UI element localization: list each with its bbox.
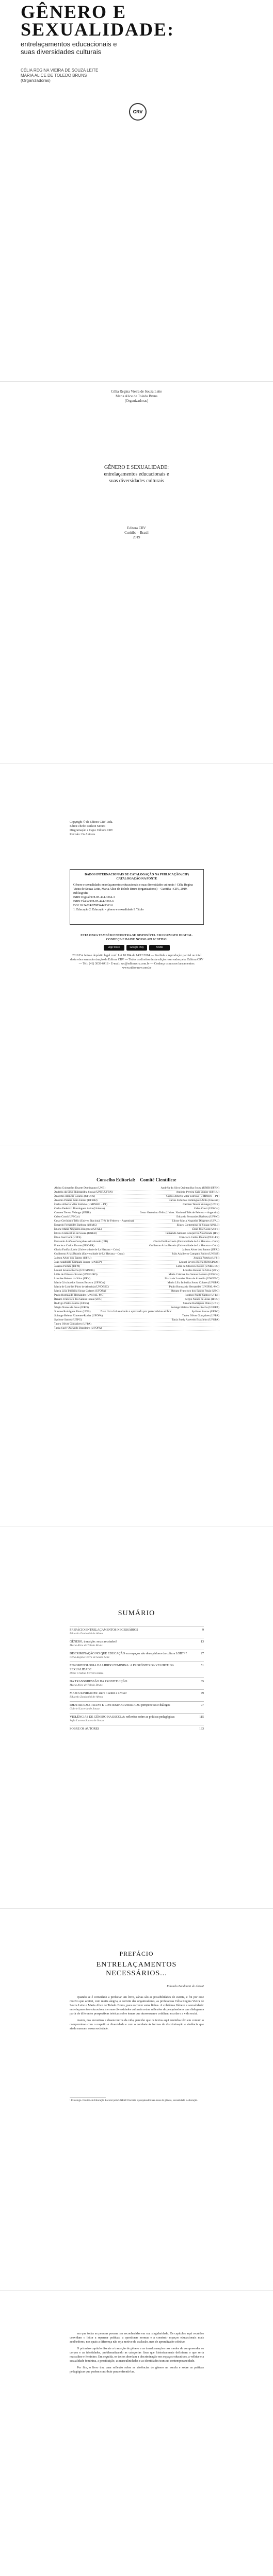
contents-entry[interactable]: [70, 1701, 204, 1713]
council-member-right: Carmen Tereza Velanga (UNIR): [183, 1203, 219, 1206]
contents-entry-page: 27: [201, 1652, 204, 1655]
council-title-left: Conselho Editorial:: [97, 1177, 136, 1182]
council-row: [54, 1240, 219, 1244]
contents-entry-author: Eduardo Zandonini de Abreu: [70, 1632, 103, 1635]
contents-entry-page: 79: [201, 1692, 204, 1695]
paragraph: em que todas as pessoas possam ser reconhecidas em sua singularidade. Os capítulos aqui reunidos convidam o leitor a repensar práticas, a questionar normas e a construir espaços educacionais mais acolhedores, nos quais a diferença não seja motivo de exclusão, mas de aprendizado coletivo.: [70, 2332, 204, 2344]
council-row: [54, 1314, 219, 1318]
council-member-left: Tadeu Oliver Gonçalves (UFPA): [54, 1323, 91, 1326]
contents-entry-author: Célia Regina Vieira de Souza Leite: [70, 1656, 110, 1659]
title-names: [0, 389, 273, 403]
contents-entry-title: GÊNERO, transição: sexos recriados?: [70, 1640, 117, 1643]
council-member-left: Josania Portela (UFPI): [54, 1265, 81, 1268]
council-row: [54, 1294, 219, 1298]
council-member-right: Elione Maria Nogueira Diogenes (UFAL): [172, 1219, 219, 1223]
contents-entry[interactable]: [70, 1626, 204, 1638]
council-row: [54, 1187, 219, 1191]
council-member-left: Eduardo Fernandes Barbosa (UFMG): [54, 1224, 97, 1227]
title-imprint: [0, 526, 273, 540]
council-member-right: Sérgio Nunes de Jesus (IFRO): [185, 1298, 219, 1301]
contents-entry-title: VIOLÊNCIAS DE GÊNERO NA ESCOLA: reflexões sobre as práticas pedagógicas: [70, 1716, 175, 1719]
contents-entry[interactable]: [70, 1689, 204, 1701]
kindle-badge[interactable]: Kindle: [149, 945, 170, 951]
title-page: [0, 382, 273, 764]
council-member-left: Antônio Pereira Gaio Júnior (UFRRJ): [54, 1199, 98, 1202]
organizer-2: MARIA ALICE DE TOLEDO BRUNS: [21, 73, 87, 78]
council-member-left: Gloria Fariñas León (Universidade de La Havana – Cuba): [54, 1248, 120, 1251]
contents-entry[interactable]: [70, 1677, 204, 1689]
council-row: [54, 1323, 219, 1327]
contents-entry-title: MASCULINIDADES: entre o sentir e o viver: [70, 1692, 127, 1695]
council-member-right: Josania Portela (UFPI): [193, 1257, 219, 1260]
text-page-1: [0, 2291, 273, 2576]
council-member-left: Maria Cristina dos Santos Bezerra (UFSCar): [54, 1281, 105, 1284]
council-member-right: Lourdes Helena da Silva (UFV): [183, 1269, 219, 1272]
title-name-1: Célia Regina Vieira de Souza Leite: [111, 389, 162, 394]
council-member-right: Carlos Federico Domínguez Avila (Unieuro): [169, 1199, 219, 1202]
cip-heading: DADOS INTERNACIONAIS DE CATALOGAÇÃO NA PUBLICAÇÃO (CIP) CATALOGAÇÃO NA FONTE: [85, 873, 189, 880]
title-block: [0, 464, 273, 484]
council-row: [54, 1195, 219, 1199]
council-member-right: Elizeu Clementino de Souza (UNEB): [176, 1224, 219, 1227]
council-member-right: Simone Rodrigues Pinto (UNB): [183, 1302, 219, 1305]
council-member-left: Fernando Antônio Gonçalves Alcoforado (IPB): [54, 1240, 108, 1243]
council-member-right: Maria de Lourdes Pinto de Almeida (UNOESC): [165, 1277, 219, 1280]
council-member-left: Carmen Tereza Velanga (UNIR): [54, 1211, 91, 1214]
cip-line: Bibliografia: [73, 892, 88, 895]
council-member-left: Lídia de Oliveira Xavier (UNIEURO): [54, 1273, 98, 1276]
council-row: [54, 1261, 219, 1265]
contents-list: [70, 1626, 204, 1733]
title-name-2: Maria Alice de Toledo Bruns: [115, 394, 158, 398]
cover-title-line1: GÊNERO E: [21, 2, 127, 22]
imprint-publisher: Editora CRV: [127, 526, 146, 530]
page-text: [70, 2332, 204, 2374]
council-member-left: Sérgio Nunes de Jesus (IFRO): [54, 1306, 89, 1309]
contents-title: SUMÁRIO: [118, 1609, 155, 1617]
cip-line: 1. Educação 2. Educação - gênero e sexualidade I. Título: [73, 908, 144, 911]
paragraph: Assim, nos encontros e desencontros da vida, percebo que os textos aqui reunidos têm em comum o compromisso com o respeito à diversidade e com o combate às formas de discriminação e violência que ainda marcam nossa sociedade.: [70, 2019, 204, 2030]
contents-entry-author: Eduardo Zandonini de Abreu: [70, 1696, 103, 1699]
council-member-left: Simone Rodrigues Pinto (UNB): [54, 1310, 91, 1313]
council-row: [54, 1273, 219, 1277]
council-member-left: Maria de Lourdes Pinto de Almeida (UNOESC): [54, 1285, 109, 1289]
digital-notice: ESTA OBRA TAMBÉM ENCONTRA-SE DISPONÍVEL EM FORMATO DIGITAL.: [81, 934, 193, 937]
editor-line: Editor-chefe: Railson Moura: [70, 825, 105, 828]
contents-entry-title: PREFÁCIO ENTRELAÇAMENTOS NECESSÁRIOS: [70, 1629, 138, 1632]
council-member-left: Celso Conti (UFSCar): [54, 1215, 80, 1218]
preface-heading-2: NECESSÁRIOS...: [106, 1970, 167, 1977]
contents-entry-head: [70, 1664, 204, 1672]
contents-entry-author: Gabriel Lacerda de Souza: [70, 1707, 100, 1710]
copyright-line: Copyright © da Editora CRV Ltda.: [70, 821, 113, 824]
council-member-right: Tania Suely Azevedo Brasileiro (UFOPA): [171, 1318, 219, 1321]
council-title-right: Comitê Científico:: [140, 1177, 176, 1182]
council-member-right: Cesar Gerónimo Tello (Univer. Nacional Três de Febrero – Argentina): [139, 1211, 219, 1214]
council-member-right: Maria Cristina dos Santos Bezerra (UFSCar): [168, 1273, 219, 1276]
council-member-right: Guillermo Arias Beatón (Universidade de La Havana – Cuba): [149, 1244, 219, 1247]
contents-entry-title: IDENTIDADES TRANS E CONTEMPORANEIDADE: perspectivas e diálogos: [70, 1704, 170, 1707]
council-member-right: Carlos Alberto Vilar Estêvão (UMINHO – PT): [166, 1195, 219, 1198]
council-row: [54, 1219, 219, 1224]
app-notice: CONHEÇA E BAIXE NOSSO APLICATIVO!: [106, 938, 168, 941]
contents-entry[interactable]: [70, 1662, 204, 1677]
council-row: [54, 1298, 219, 1302]
council-row: [54, 1252, 219, 1257]
title-names-role: (Organizadoras): [124, 399, 149, 403]
council-member-left: Sydione Santos (UEPG): [54, 1318, 82, 1321]
council-row: [54, 1277, 219, 1281]
catalog-footer: [70, 934, 204, 970]
cover-page: [0, 0, 273, 382]
contents-entry-author: Maria Alice de Toledo Bruns: [70, 1644, 103, 1647]
organizer-1: CÉLIA REGINA VIEIRA DE SOUZA LEITE: [21, 68, 99, 73]
council-member-right: Francisco Carlos Duarte (PUC-PR): [179, 1236, 219, 1239]
cover-subtitle-line1: entrelaçamentos educacionais e: [21, 40, 117, 48]
legal-address: 2019 Foi feito o depósito legal conf. Lei 10.994 de 14/12/2004 — Proibida a reprodução parcial ou total desta obra sem autorização da Editora CRV — Todos os direitos desta edição reservados pela: Editora CRV — Tel.: (41) 3039-6418 - E-mail: sac@editoracrv.com.br — Conheça os nossos lançamentos: www.editoracrv.com.br: [70, 954, 203, 970]
council-row: [54, 1228, 219, 1232]
council-row: [54, 1215, 219, 1219]
council-member-right: Andréia da Silva Quintanilha Sousa (UNIR/UFRN): [160, 1187, 219, 1190]
preface-kicker: PREFÁCIO: [119, 1950, 154, 1957]
council-row: [54, 1290, 219, 1294]
council-row: [54, 1306, 219, 1310]
contents-entry-page: 133: [199, 1727, 204, 1731]
council-member-right: Eduardo Fernandes Barbosa (UFMG): [176, 1215, 219, 1218]
council-member-right: Lídia de Oliveira Xavier (UNIEURO): [176, 1265, 219, 1268]
catalog-credits: [70, 820, 204, 837]
council-row: [54, 1281, 219, 1285]
cover-organizers: [21, 68, 98, 83]
council-member-right: Paulo Romualdo Hernandes (UNIFAL-MG): [169, 1285, 219, 1289]
council-member-right: Leonel Severo Rocha (UNISINOS): [179, 1261, 219, 1264]
contents-entry-page: 65: [201, 1680, 204, 1683]
contents-entry-head: [70, 1727, 204, 1731]
council-member-left: Maria Lília Imbiriba Sousa Colares (UFOPA): [54, 1290, 106, 1293]
council-member-right: Solange Helena Ximenes-Rocha (UFOPA): [170, 1306, 219, 1309]
contents-entry-head: [70, 1715, 204, 1719]
council-member-left: Elizeu Clementino de Souza (UNEB): [54, 1232, 97, 1235]
council-member-left: Paulo Romualdo Hernandes (UNIFAL-MG): [54, 1294, 105, 1297]
contents-entry-title: DISCRIMINAÇÃO NO QUE EDUCAÇÃO em espaços não denegridores da cultura LGBT+?: [70, 1652, 187, 1655]
council-row: [54, 1244, 219, 1248]
preface-heading-1: ENTRELAÇAMENTOS: [96, 1961, 177, 1969]
council-member-right: Renato Francisco dos Santos Paula (UFG): [171, 1290, 219, 1293]
council-row: [54, 1248, 219, 1252]
council-row: [54, 1203, 219, 1207]
contents-entry[interactable]: [70, 1638, 204, 1650]
cip-line: DOI 10.24824/978854443363.6: [73, 904, 113, 907]
inner-subtitle-2: suas diversidades culturais: [109, 478, 164, 484]
preface-author: Eduardo Zandonini de Abreu¹: [167, 1985, 204, 1988]
inner-subtitle-1: entrelaçamentos educacionais e: [104, 471, 169, 477]
contents-entry-title: SOBRE OS AUTORES: [70, 1727, 100, 1731]
publisher-logo: CRV: [129, 103, 147, 121]
review-line: Revisão: Os Autores: [70, 833, 95, 836]
council-row: [54, 1285, 219, 1290]
layout-line: Diagramação e Capa: Editora CRV: [70, 829, 114, 832]
catalog-page: [0, 764, 273, 1145]
inner-title: GÊNERO E SEXUALIDADE:: [104, 465, 169, 470]
cip-line: ISBN Físico 978-85-444-3363-6: [73, 900, 114, 903]
council-member-left: Leonel Severo Rocha (UNISINOS): [54, 1269, 95, 1272]
council-member-right: Celso Conti (UFSCar): [194, 1207, 219, 1210]
council-member-left: Guillermo Arias Beatón (Universidade de La Havana – Cuba): [54, 1252, 124, 1256]
council-row: [54, 1232, 219, 1236]
council-member-left: Jailson Alves dos Santos (UFRJ): [54, 1257, 92, 1260]
council-title: [0, 1177, 273, 1182]
contents-entry-page: 9: [202, 1629, 204, 1632]
contents-entry-author: Sofia Lucena Soares de Souza: [70, 1719, 104, 1722]
council-note: Este livro foi avaliado e aprovado por pareceristas ad hoc.: [100, 1310, 173, 1313]
cip-line: ISBN Digital 978-85-444-3364-3: [73, 896, 115, 899]
app-store-badge[interactable]: App Store: [104, 945, 124, 951]
council-row: [54, 1199, 219, 1203]
council-member-left: Carlos Alberto Vilar Estêvão (UMINHO – PT): [54, 1203, 107, 1206]
app-badges: [70, 945, 204, 951]
council-member-left: Solange Helena Ximenes-Rocha (UFOPA): [54, 1314, 103, 1317]
contents-entry-head: [70, 1628, 204, 1632]
contents-entry-head: [70, 1680, 204, 1684]
council-member-left: Cesar Gerónimo Tello (Univer. Nacional Três de Febrero – Argentina): [54, 1219, 134, 1223]
council-member-left: Rodrigo Pratte-Santos (UFES): [54, 1302, 89, 1305]
contents-entry-page: 97: [201, 1704, 204, 1707]
council-member-right: Jailson Alves dos Santos (UFRJ): [182, 1248, 219, 1251]
council-row: [54, 1207, 219, 1211]
council-row: [54, 1211, 219, 1215]
council-member-left: Lourdes Helena da Silva (UFV): [54, 1277, 91, 1280]
council-row: [54, 1269, 219, 1273]
contents-entry[interactable]: [70, 1713, 204, 1725]
imprint-city: Curitiba – Brasil: [124, 531, 149, 535]
council-member-left: Renato Francisco dos Santos Paula (UFG): [54, 1298, 103, 1301]
cip-line: Gênero e sexualidade: entrelaçamentos educacionais e suas diversidades culturais / Célia Regina Vieira de Souza Leite, Maria Alice de Toledo Bruns (organizadoras) – Curitiba : CRV, 2019.: [73, 884, 193, 891]
council-member-right: Tadeu Oliver Gonçalves (UFPA): [182, 1314, 219, 1317]
contents-entry[interactable]: [70, 1650, 204, 1662]
council-member-right: Antônio Pereira Gaio Júnior (UFRRJ): [176, 1191, 219, 1194]
organizers-role: (Organizadoras): [21, 78, 51, 83]
cip-box: [70, 869, 204, 925]
council-member-left: Francisco Carlos Duarte (PUC-PR): [54, 1244, 94, 1247]
council-member-right: Rodrigo Pratte-Santos (UFES): [184, 1294, 219, 1297]
contents-entry-head: [70, 1652, 204, 1656]
council-row: [54, 1224, 219, 1228]
cover-subtitle: [21, 40, 117, 56]
council-row: [54, 1236, 219, 1240]
contents-entry-head: [70, 1703, 204, 1707]
council-member-left: Anselmo Alencar Colares (UFOPA): [54, 1195, 95, 1198]
contents-entry[interactable]: [70, 1725, 204, 1733]
footnote: ¹ Psicólogo. Doutor em Educação Escolar pela UNESP. Docente e pesquisador nas áreas de gênero, sexualidade e educação.: [70, 2099, 198, 2102]
council-row: [54, 1257, 219, 1261]
paragraph: O primeiro capítulo discute a transição de gênero e as transformações nos modos de compreender os corpos e as identidades, problematizando as categorias fixas que historicamente definiram o que seria masculino e feminino. Em seguida, os textos abordam a discriminação nos espaços educativos, a velhice e a sexualidade feminina, a prostituição, as masculinidades e as identidades trans na contemporaneidade.: [70, 2347, 204, 2363]
contents-entry-page: 115: [199, 1716, 204, 1719]
imprint-year: 2019: [133, 535, 140, 539]
council-member-right: Sydione Santos (UEPG): [191, 1310, 219, 1313]
council-row: [54, 1327, 219, 1331]
council-member-left: Aldira Guimarães Duarte Domínguez (UNB): [54, 1187, 106, 1190]
contents-page: [0, 1527, 273, 1909]
cover-subtitle-line2: suas diversidades culturais: [21, 48, 102, 56]
cover-title: [21, 3, 174, 38]
council-list: [54, 1187, 219, 1331]
council-member-right: Maria Lília Imbiriba Sousa Colares (UFOPA): [167, 1281, 219, 1284]
cover-title-line2: SEXUALIDADE:: [21, 19, 175, 40]
council-row: [54, 1302, 219, 1306]
preface-heading: [0, 1960, 273, 1978]
paragraph: Por fim, o livro traz uma reflexão sobre as violências de gênero na escola e sobre as práticas pedagógicas que podem contribuir para enfrentá-las.: [70, 2366, 204, 2374]
contents-entry-title: FENOMENOLOGIA DA LIBIDO FEMININA: A PROPÓSITO DA VELHICE DA SEXUALIDADE: [70, 1664, 174, 1671]
council-member-left: João Adalberto Campato Junior (UNESP): [54, 1261, 102, 1264]
council-member-left: Andréia da Silva Quintanilha Sousa (UNIR/UFRN): [54, 1191, 113, 1194]
council-page: [0, 1145, 273, 1527]
contents-entry-page: 13: [201, 1640, 204, 1643]
council-member-left: Élsio José Corá (UFFS): [54, 1236, 82, 1239]
council-member-right: Élsio José Corá (UFFS): [192, 1228, 219, 1231]
council-member-left: Elione Maria Nogueira Diogenes (UFAL): [54, 1228, 102, 1231]
contents-entry-head: [70, 1640, 204, 1644]
contents-entry-author: Maria Alice de Toledo Bruns: [70, 1684, 103, 1687]
council-member-left: Carlos Federico Domínguez Avila (Unieuro): [54, 1207, 105, 1210]
council-row: [54, 1265, 219, 1269]
paragraph: Quando se é convidado a prefaciar um livro, várias são as possibilidades de escrita, e foi por esse motivo que aceitei, com muita alegria, o convite das organizadoras, as professoras Célia Regina Vieira de Souza Leite e Maria Alice de Toledo Bruns, para escrever estas linhas. A coletânea Gênero e sexualidade: entrelaçamentos educacionais e suas diversidades culturais reúne reflexões de pesquisadores que dialogam a partir de diferentes perspectivas teóricas sobre temas que atravessam o cotidiano escolar e a vida social.: [70, 1996, 204, 2015]
contents-entry-page: 51: [201, 1664, 204, 1667]
council-row: [54, 1191, 219, 1195]
council-member-right: João Adalberto Campato Junior (UNESP): [172, 1252, 219, 1256]
council-member-right: Fernando Antônio Gonçalves Alcoforado (IPB): [165, 1232, 219, 1235]
contents-entry-head: [70, 1691, 204, 1696]
preface-page: [0, 1909, 273, 2291]
preface-text: [70, 1995, 204, 2031]
council-row: [54, 1318, 219, 1323]
google-play-badge[interactable]: Google Play: [126, 945, 147, 951]
council-member-right: Gloria Fariñas León (Universidade de La Havana – Cuba): [153, 1240, 219, 1243]
contents-entry-title: DA TRANSGRESSÃO DA PROSTITUIÇÃO: [70, 1680, 127, 1683]
contents-entry-author: Deise Cristina Ferreira Bizzo: [70, 1672, 104, 1675]
council-member-left: Tania Suely Azevedo Brasileiro (UFOPA): [54, 1327, 102, 1330]
